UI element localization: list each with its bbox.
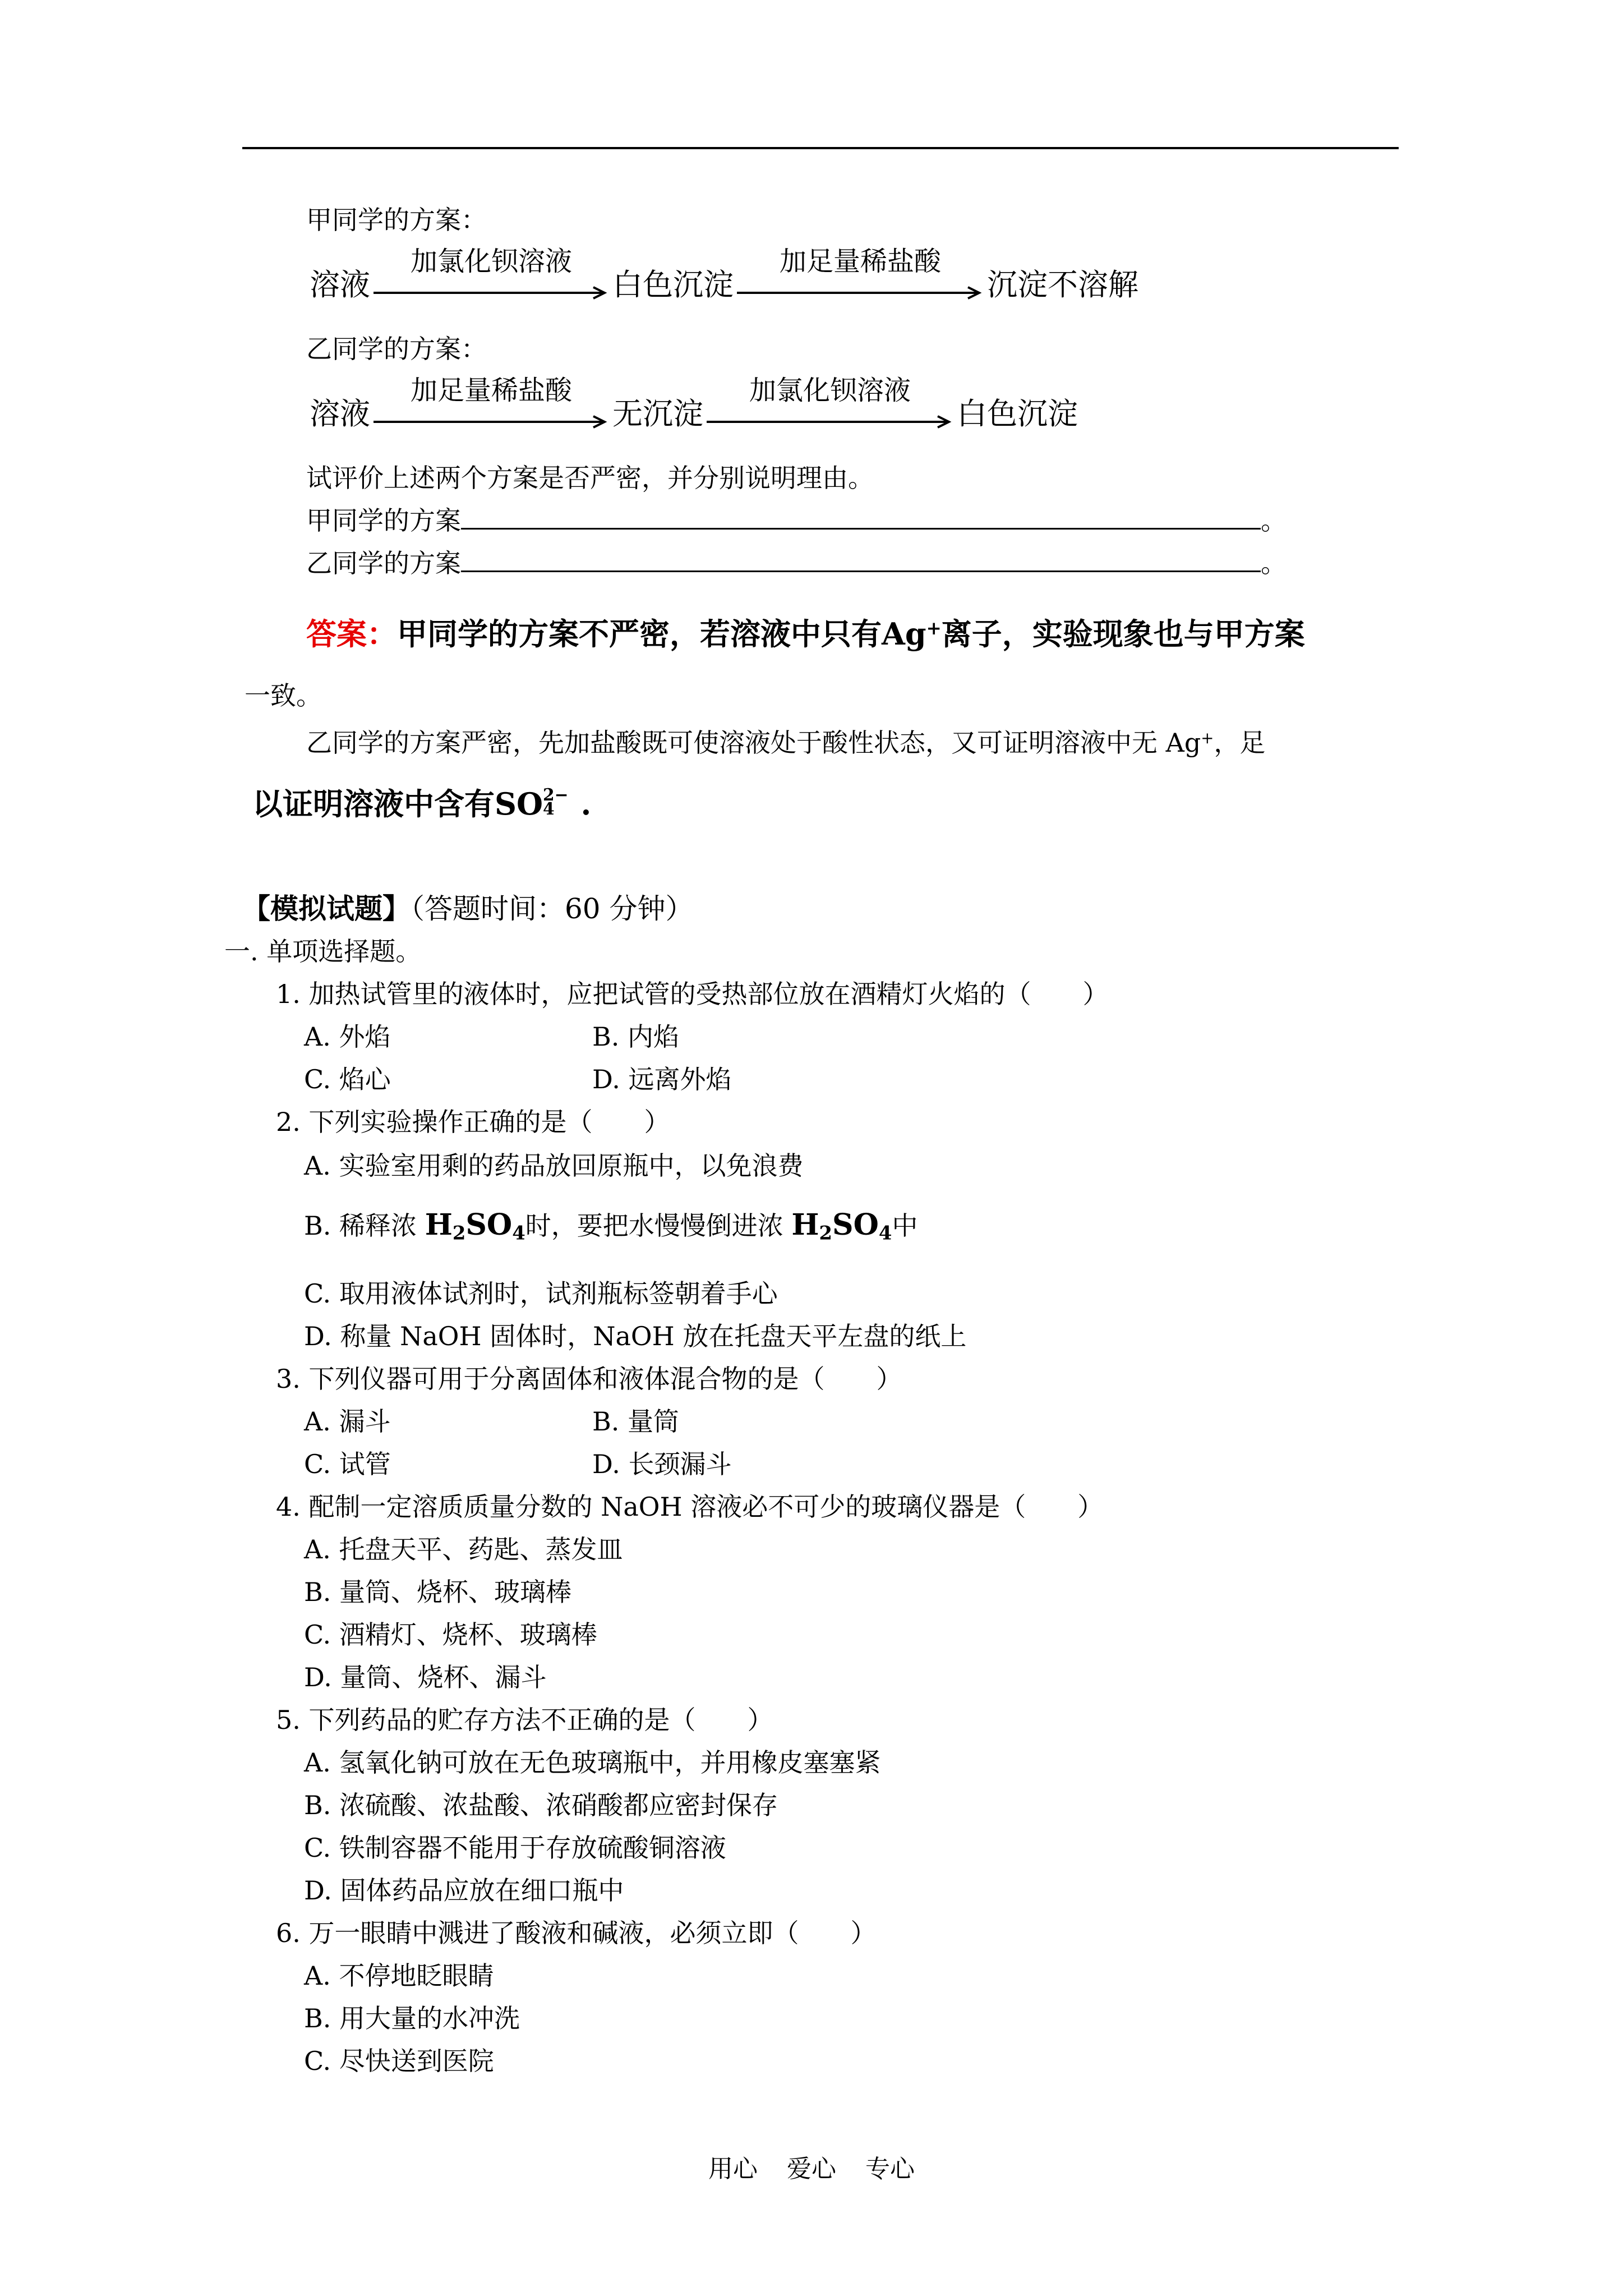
jia-blank-label: 甲同学的方案: [306, 505, 461, 536]
mock-test-title: 【模拟试题】: [242, 892, 411, 925]
jia-arrow-1-label: 加氯化钡溶液: [410, 246, 572, 277]
formula-so: SO: [465, 1208, 513, 1242]
q2-option-b-mid: 时，要把水慢慢倒进浓: [525, 1211, 783, 1241]
formula-h: H: [791, 1208, 819, 1242]
answer-line-1: [306, 611, 1305, 651]
sulfate-sup: 2−: [543, 785, 569, 805]
answer-line-4: [252, 784, 591, 821]
yi-answer-line: [306, 546, 1287, 580]
jia-flow-end: 沉淀不溶解: [987, 267, 1138, 302]
mock-test-heading: [242, 892, 694, 926]
yi-blank-label: 乙同学的方案: [306, 548, 461, 578]
arrow-right-icon: [374, 276, 609, 302]
question-5-stem: 5. 下列药品的贮存方法不正确的是（ ）: [276, 1705, 773, 1735]
jia-scheme-title: 甲同学的方案：: [306, 205, 487, 235]
q2-option-b-text: B. 稀释浓: [304, 1211, 417, 1241]
jia-answer-line: [306, 504, 1287, 537]
yi-arrow-2: [707, 375, 953, 431]
header-rule: [242, 147, 1399, 149]
sulfuric-acid-formula-1: [425, 1208, 525, 1242]
question-4-stem: 4. 配制一定溶质质量分数的 NaOH 溶液必不可少的玻璃仪器是（ ）: [276, 1492, 1104, 1522]
section-title: 一. 单项选择题。: [224, 936, 422, 967]
q3-option-a[interactable]: A. 漏斗: [304, 1406, 391, 1437]
q1-option-c[interactable]: C. 焰心: [304, 1064, 391, 1094]
formula-sub-4: 4: [512, 1221, 525, 1244]
mock-test-time: （答题时间：60 分钟）: [411, 892, 694, 925]
q2-option-d[interactable]: D. 称量 NaOH 固体时，NaOH 放在托盘天平左盘的纸上: [304, 1321, 967, 1351]
jia-arrow-2-label: 加足量稀盐酸: [779, 246, 941, 277]
sulfuric-acid-formula-2: [791, 1208, 892, 1242]
yi-answer-blank[interactable]: [461, 548, 1261, 572]
question-2-stem: 2. 下列实验操作正确的是（ ）: [276, 1107, 670, 1137]
answer-sup-3: +: [1201, 729, 1214, 747]
answer-text-3a: 乙同学的方案严密，先加盐酸既可使溶液处于酸性状态，又可证明溶液中无 Ag: [306, 728, 1201, 758]
q4-option-b[interactable]: B. 量筒、烧杯、玻璃棒: [304, 1577, 572, 1607]
yi-flow-end: 白色沉淀: [957, 396, 1078, 431]
yi-flow-start: 溶液: [310, 396, 370, 431]
formula-sub-2: 2: [452, 1221, 466, 1244]
arrow-right-icon: [737, 276, 984, 302]
jia-arrow-1: [374, 246, 609, 302]
arrow-right-icon: [707, 405, 953, 431]
q5-option-c[interactable]: C. 铁制容器不能用于存放硫酸铜溶液: [304, 1833, 726, 1863]
jia-flow-mid: 白色沉淀: [612, 267, 734, 302]
sulfate-sub: 4: [543, 799, 555, 819]
q6-option-a[interactable]: A. 不停地眨眼睛: [304, 1961, 494, 1991]
sulfate-charge: [543, 784, 570, 819]
answer-line-3: [306, 721, 1265, 760]
formula-sub-4: 4: [878, 1221, 892, 1244]
yi-arrow-1-label: 加足量稀盐酸: [410, 375, 572, 406]
question-1-stem: 1. 加热试管里的液体时，应把试管的受热部位放在酒精灯火焰的（ ）: [276, 979, 1109, 1009]
q4-option-a[interactable]: A. 托盘天平、药匙、蒸发皿: [304, 1534, 623, 1565]
answer-text-4b: .: [570, 786, 592, 822]
q2-option-b-end: 中: [892, 1211, 918, 1241]
answer-line-2: 一致。: [245, 680, 322, 711]
answer-text-4a: 以证明溶液中含有SO: [252, 786, 543, 822]
page-footer: 用心 爱心 专心: [708, 2155, 915, 2183]
q1-option-d[interactable]: D. 远离外焰: [592, 1064, 732, 1094]
q3-option-d[interactable]: D. 长颈漏斗: [592, 1449, 732, 1479]
q4-option-d[interactable]: D. 量筒、烧杯、漏斗: [304, 1662, 547, 1692]
formula-h: H: [425, 1208, 453, 1242]
answer-sup-1: +: [926, 618, 942, 639]
yi-period: 。: [1261, 548, 1287, 578]
answer-label: 答案：: [306, 615, 397, 652]
question-6-stem: 6. 万一眼睛中溅进了酸液和碱液，必须立即（ ）: [276, 1918, 877, 1948]
q1-option-a[interactable]: A. 外焰: [304, 1022, 391, 1052]
jia-period: 。: [1261, 505, 1287, 536]
jia-answer-blank[interactable]: [461, 505, 1261, 530]
yi-flow: [310, 375, 1078, 431]
answer-text-1b: 离子，实验现象也与甲方案: [941, 615, 1305, 652]
yi-arrow-2-label: 加氯化钡溶液: [749, 375, 911, 406]
q6-option-c[interactable]: C. 尽快送到医院: [304, 2046, 494, 2076]
q6-option-b[interactable]: B. 用大量的水冲洗: [304, 2003, 520, 2033]
q2-option-b[interactable]: [304, 1208, 917, 1249]
q5-option-b[interactable]: B. 浓硫酸、浓盐酸、浓硝酸都应密封保存: [304, 1790, 778, 1820]
formula-so: SO: [832, 1208, 879, 1242]
q5-option-d[interactable]: D. 固体药品应放在细口瓶中: [304, 1875, 624, 1906]
jia-arrow-2: [737, 246, 984, 302]
formula-sub-2: 2: [819, 1221, 833, 1244]
q1-option-b[interactable]: B. 内焰: [592, 1022, 680, 1052]
q2-option-c[interactable]: C. 取用液体试剂时，试剂瓶标签朝着手心: [304, 1278, 778, 1309]
question-3-stem: 3. 下列仪器可用于分离固体和液体混合物的是（ ）: [276, 1364, 902, 1394]
q5-option-a[interactable]: A. 氢氧化钠可放在无色玻璃瓶中，并用橡皮塞塞紧: [304, 1747, 881, 1778]
answer-text-1a: 甲同学的方案不严密，若溶液中只有Ag: [397, 615, 926, 652]
q3-option-b[interactable]: B. 量筒: [592, 1406, 680, 1437]
q4-option-c[interactable]: C. 酒精灯、烧杯、玻璃棒: [304, 1619, 597, 1650]
yi-arrow-1: [374, 375, 609, 431]
answer-text-3b: ，足: [1214, 728, 1266, 758]
yi-scheme-title: 乙同学的方案：: [306, 334, 487, 364]
jia-flow-start: 溶液: [310, 267, 370, 302]
q3-option-c[interactable]: C. 试管: [304, 1449, 391, 1479]
q2-option-a[interactable]: A. 实验室用剩的药品放回原瓶中，以免浪费: [304, 1151, 804, 1181]
jia-flow: [310, 246, 1138, 302]
evaluate-prompt: 试评价上述两个方案是否严密，并分别说明理由。: [306, 463, 874, 493]
arrow-right-icon: [374, 405, 609, 431]
yi-flow-mid: 无沉淀: [612, 396, 703, 431]
